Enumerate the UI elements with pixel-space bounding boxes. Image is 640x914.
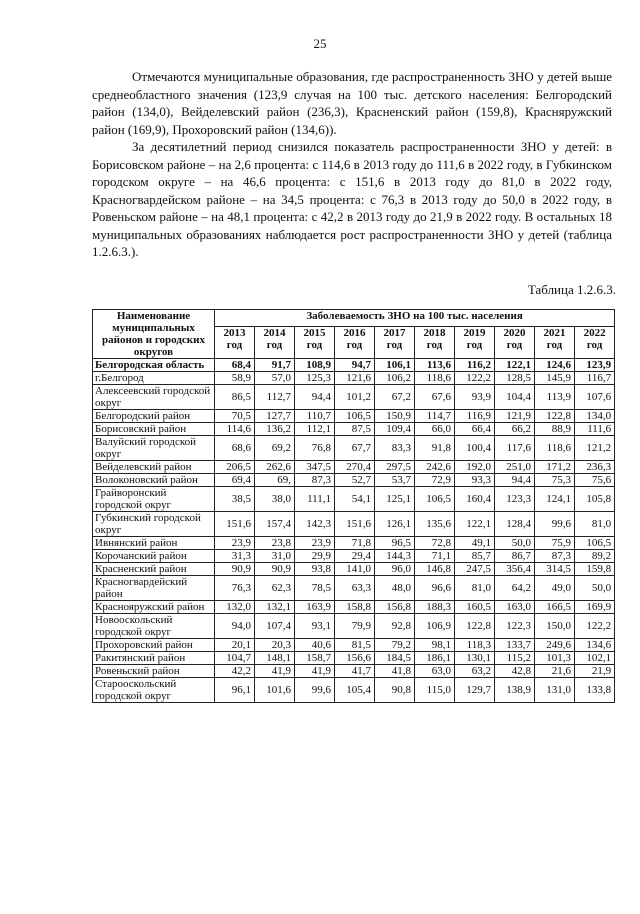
year-label: 2016 xyxy=(343,326,366,339)
value-cell-2017: 48,0 xyxy=(375,576,415,601)
table-row xyxy=(93,678,615,703)
value-cell-2015: 41,9 xyxy=(295,665,335,678)
value-cell-2014: 101,6 xyxy=(255,678,295,703)
value-cell-2013: 68,4 xyxy=(215,359,255,372)
value-cell-2022: 105,8 xyxy=(575,487,615,512)
table-row xyxy=(93,359,615,372)
value-cell-2015: 23,9 xyxy=(295,537,335,550)
value-cell-2018: 72,9 xyxy=(415,474,455,487)
value-cell-2016: 101,2 xyxy=(335,385,375,410)
value-cell-2022: 134,6 xyxy=(575,639,615,652)
table-row xyxy=(93,550,615,563)
value-cell-2013: 151,6 xyxy=(215,512,255,537)
value-cell-2014: 136,2 xyxy=(255,423,295,436)
value-cell-2013: 90,9 xyxy=(215,563,255,576)
value-cell-2018: 242,6 xyxy=(415,461,455,474)
value-cell-2018: 67,6 xyxy=(415,385,455,410)
value-cell-2022: 111,6 xyxy=(575,423,615,436)
value-cell-2014: 157,4 xyxy=(255,512,295,537)
row-name: Красненский район xyxy=(93,563,215,576)
value-cell-2021: 171,2 xyxy=(535,461,575,474)
value-cell-2020: 163,0 xyxy=(495,601,535,614)
value-cell-2021: 88,9 xyxy=(535,423,575,436)
row-name: Белгородская область xyxy=(93,359,215,372)
value-cell-2018: 63,0 xyxy=(415,665,455,678)
table-row xyxy=(93,563,615,576)
value-cell-2021: 124,6 xyxy=(535,359,575,372)
value-cell-2016: 141,0 xyxy=(335,563,375,576)
value-cell-2013: 76,3 xyxy=(215,576,255,601)
value-cell-2013: 38,5 xyxy=(215,487,255,512)
year-suffix: год xyxy=(586,338,603,351)
year-label: 2018 xyxy=(423,326,446,339)
value-cell-2017: 41,8 xyxy=(375,665,415,678)
value-cell-2014: 262,6 xyxy=(255,461,295,474)
value-cell-2013: 68,6 xyxy=(215,436,255,461)
table-row xyxy=(93,652,615,665)
value-cell-2013: 94,0 xyxy=(215,614,255,639)
value-cell-2014: 148,1 xyxy=(255,652,295,665)
year-label: 2022 xyxy=(583,326,606,339)
value-cell-2018: 186,1 xyxy=(415,652,455,665)
value-cell-2013: 206,5 xyxy=(215,461,255,474)
value-cell-2022: 75,6 xyxy=(575,474,615,487)
value-cell-2022: 102,1 xyxy=(575,652,615,665)
value-cell-2015: 29,9 xyxy=(295,550,335,563)
table-row xyxy=(93,410,615,423)
group-header: Заболеваемость ЗНО на 100 тыс. населения xyxy=(215,310,615,327)
table-row xyxy=(93,512,615,537)
year-header-2015 xyxy=(295,326,335,358)
value-cell-2015: 110,7 xyxy=(295,410,335,423)
year-suffix: год xyxy=(306,338,323,351)
value-cell-2013: 23,9 xyxy=(215,537,255,550)
table-header-row xyxy=(93,310,615,327)
table-row xyxy=(93,665,615,678)
value-cell-2017: 106,2 xyxy=(375,372,415,385)
value-cell-2019: 160,5 xyxy=(455,601,495,614)
value-cell-2021: 75,3 xyxy=(535,474,575,487)
table-row xyxy=(93,474,615,487)
value-cell-2020: 115,2 xyxy=(495,652,535,665)
value-cell-2017: 184,5 xyxy=(375,652,415,665)
value-cell-2013: 132,0 xyxy=(215,601,255,614)
value-cell-2020: 356,4 xyxy=(495,563,535,576)
table-row xyxy=(93,487,615,512)
value-cell-2021: 21,6 xyxy=(535,665,575,678)
value-cell-2021: 118,6 xyxy=(535,436,575,461)
value-cell-2019: 130,1 xyxy=(455,652,495,665)
value-cell-2016: 81,5 xyxy=(335,639,375,652)
value-cell-2016: 71,8 xyxy=(335,537,375,550)
value-cell-2020: 138,9 xyxy=(495,678,535,703)
body-text xyxy=(92,68,612,261)
year-header-2016 xyxy=(335,326,375,358)
table-row xyxy=(93,639,615,652)
value-cell-2022: 81,0 xyxy=(575,512,615,537)
value-cell-2017: 150,9 xyxy=(375,410,415,423)
value-cell-2013: 31,3 xyxy=(215,550,255,563)
value-cell-2019: 192,0 xyxy=(455,461,495,474)
value-cell-2013: 96,1 xyxy=(215,678,255,703)
value-cell-2015: 99,6 xyxy=(295,678,335,703)
year-suffix: год xyxy=(506,338,523,351)
value-cell-2017: 125,1 xyxy=(375,487,415,512)
value-cell-2017: 90,8 xyxy=(375,678,415,703)
value-cell-2018: 98,1 xyxy=(415,639,455,652)
value-cell-2017: 92,8 xyxy=(375,614,415,639)
value-cell-2015: 125,3 xyxy=(295,372,335,385)
value-cell-2016: 94,7 xyxy=(335,359,375,372)
value-cell-2019: 118,3 xyxy=(455,639,495,652)
value-cell-2020: 50,0 xyxy=(495,537,535,550)
value-cell-2020: 117,6 xyxy=(495,436,535,461)
value-cell-2015: 78,5 xyxy=(295,576,335,601)
value-cell-2021: 131,0 xyxy=(535,678,575,703)
year-label: 2014 xyxy=(263,326,286,339)
value-cell-2020: 251,0 xyxy=(495,461,535,474)
value-cell-2019: 81,0 xyxy=(455,576,495,601)
value-cell-2020: 64,2 xyxy=(495,576,535,601)
value-cell-2014: 41,9 xyxy=(255,665,295,678)
value-cell-2017: 297,5 xyxy=(375,461,415,474)
value-cell-2016: 156,6 xyxy=(335,652,375,665)
value-cell-2022: 123,9 xyxy=(575,359,615,372)
incidence-table xyxy=(92,309,615,703)
value-cell-2013: 69,4 xyxy=(215,474,255,487)
value-cell-2014: 57,0 xyxy=(255,372,295,385)
row-name: г.Белгород xyxy=(93,372,215,385)
value-cell-2017: 96,0 xyxy=(375,563,415,576)
value-cell-2021: 99,6 xyxy=(535,512,575,537)
row-name: Прохоровский район xyxy=(93,639,215,652)
table-row xyxy=(93,436,615,461)
value-cell-2020: 104,4 xyxy=(495,385,535,410)
value-cell-2017: 126,1 xyxy=(375,512,415,537)
year-label: 2021 xyxy=(543,326,566,339)
value-cell-2013: 86,5 xyxy=(215,385,255,410)
value-cell-2019: 116,2 xyxy=(455,359,495,372)
year-label: 2019 xyxy=(463,326,486,339)
value-cell-2016: 52,7 xyxy=(335,474,375,487)
value-cell-2020: 94,4 xyxy=(495,474,535,487)
value-cell-2018: 71,1 xyxy=(415,550,455,563)
value-cell-2022: 21,9 xyxy=(575,665,615,678)
value-cell-2021: 249,6 xyxy=(535,639,575,652)
value-cell-2019: 122,1 xyxy=(455,512,495,537)
value-cell-2019: 247,5 xyxy=(455,563,495,576)
value-cell-2017: 106,1 xyxy=(375,359,415,372)
value-cell-2015: 108,9 xyxy=(295,359,335,372)
year-label: 2013 xyxy=(223,326,246,339)
value-cell-2016: 106,5 xyxy=(335,410,375,423)
value-cell-2013: 58,9 xyxy=(215,372,255,385)
value-cell-2022: 169,9 xyxy=(575,601,615,614)
value-cell-2014: 90,9 xyxy=(255,563,295,576)
row-name: Новооскольский городской округ xyxy=(93,614,215,639)
value-cell-2022: 122,2 xyxy=(575,614,615,639)
year-suffix: год xyxy=(346,338,363,351)
table-row xyxy=(93,601,615,614)
value-cell-2014: 38,0 xyxy=(255,487,295,512)
value-cell-2014: 20,3 xyxy=(255,639,295,652)
value-cell-2020: 122,1 xyxy=(495,359,535,372)
value-cell-2018: 72,8 xyxy=(415,537,455,550)
value-cell-2021: 101,3 xyxy=(535,652,575,665)
value-cell-2020: 66,2 xyxy=(495,423,535,436)
value-cell-2016: 54,1 xyxy=(335,487,375,512)
value-cell-2022: 121,2 xyxy=(575,436,615,461)
row-name: Грайворонский городской округ xyxy=(93,487,215,512)
value-cell-2017: 109,4 xyxy=(375,423,415,436)
value-cell-2017: 156,8 xyxy=(375,601,415,614)
value-cell-2014: 107,4 xyxy=(255,614,295,639)
table-row xyxy=(93,537,615,550)
year-label: 2017 xyxy=(383,326,406,339)
value-cell-2022: 107,6 xyxy=(575,385,615,410)
value-cell-2019: 122,8 xyxy=(455,614,495,639)
value-cell-2015: 112,1 xyxy=(295,423,335,436)
value-cell-2021: 122,8 xyxy=(535,410,575,423)
value-cell-2018: 106,5 xyxy=(415,487,455,512)
year-header-2019 xyxy=(455,326,495,358)
value-cell-2019: 122,2 xyxy=(455,372,495,385)
value-cell-2021: 314,5 xyxy=(535,563,575,576)
value-cell-2022: 50,0 xyxy=(575,576,615,601)
year-header-2014 xyxy=(255,326,295,358)
year-suffix: год xyxy=(226,338,243,351)
table-row xyxy=(93,576,615,601)
value-cell-2022: 89,2 xyxy=(575,550,615,563)
value-cell-2015: 94,4 xyxy=(295,385,335,410)
table-row xyxy=(93,423,615,436)
value-cell-2019: 116,9 xyxy=(455,410,495,423)
value-cell-2019: 66,4 xyxy=(455,423,495,436)
paragraph-2: За десятилетний период снизился показатель распространенности ЗНО у детей: в Борисовском районе – на 2,6 процента: с 114,6 в 2013 году до 111,6 в 2022 году, в Губкинском городском округе – на 46,6 процента: с 151,6 в 2013 году до 81,0 в 2022 году, Красногвардейском районе – на 34,5 процента: с 76,3 в 2013 году до 50,0 в 2022 году, в Ровеньском районе – на 48,1 процента: с 42,2 в 2013 году до 21,9 в 2022 году. В остальных 18 муниципальных образованиях наблюдается рост распространенности ЗНО у детей (таблица 1.2.6.3.). xyxy=(92,139,612,259)
value-cell-2022: 106,5 xyxy=(575,537,615,550)
row-name: Красногвардейский район xyxy=(93,576,215,601)
value-cell-2016: 158,8 xyxy=(335,601,375,614)
row-name: Губкинский городской округ xyxy=(93,512,215,537)
value-cell-2018: 114,7 xyxy=(415,410,455,423)
value-cell-2020: 42,8 xyxy=(495,665,535,678)
value-cell-2017: 53,7 xyxy=(375,474,415,487)
value-cell-2022: 236,3 xyxy=(575,461,615,474)
page-number: 25 xyxy=(313,36,327,51)
value-cell-2013: 42,2 xyxy=(215,665,255,678)
value-cell-2018: 146,8 xyxy=(415,563,455,576)
row-name: Старооскольский городской округ xyxy=(93,678,215,703)
value-cell-2020: 133,7 xyxy=(495,639,535,652)
year-header-2021 xyxy=(535,326,575,358)
value-cell-2017: 79,2 xyxy=(375,639,415,652)
value-cell-2017: 144,3 xyxy=(375,550,415,563)
value-cell-2022: 134,0 xyxy=(575,410,615,423)
value-cell-2016: 79,9 xyxy=(335,614,375,639)
value-cell-2018: 115,0 xyxy=(415,678,455,703)
value-cell-2022: 133,8 xyxy=(575,678,615,703)
value-cell-2021: 113,9 xyxy=(535,385,575,410)
row-name: Борисовский район xyxy=(93,423,215,436)
value-cell-2020: 128,4 xyxy=(495,512,535,537)
value-cell-2015: 158,7 xyxy=(295,652,335,665)
table-row xyxy=(93,372,615,385)
value-cell-2018: 118,6 xyxy=(415,372,455,385)
value-cell-2016: 121,6 xyxy=(335,372,375,385)
row-name: Белгородский район xyxy=(93,410,215,423)
value-cell-2019: 63,2 xyxy=(455,665,495,678)
value-cell-2022: 159,8 xyxy=(575,563,615,576)
value-cell-2015: 163,9 xyxy=(295,601,335,614)
value-cell-2022: 116,7 xyxy=(575,372,615,385)
value-cell-2018: 91,8 xyxy=(415,436,455,461)
row-name: Волоконовский район xyxy=(93,474,215,487)
year-header-2013 xyxy=(215,326,255,358)
value-cell-2018: 188,3 xyxy=(415,601,455,614)
value-cell-2016: 270,4 xyxy=(335,461,375,474)
value-cell-2018: 96,6 xyxy=(415,576,455,601)
row-name: Валуйский городской округ xyxy=(93,436,215,461)
value-cell-2013: 20,1 xyxy=(215,639,255,652)
year-suffix: год xyxy=(386,338,403,351)
value-cell-2021: 75,9 xyxy=(535,537,575,550)
row-name: Алексеевский городской округ xyxy=(93,385,215,410)
value-cell-2021: 49,0 xyxy=(535,576,575,601)
table-caption: Таблица 1.2.6.3. xyxy=(527,282,616,297)
value-cell-2016: 67,7 xyxy=(335,436,375,461)
year-label: 2015 xyxy=(303,326,326,339)
value-cell-2019: 93,3 xyxy=(455,474,495,487)
year-suffix: год xyxy=(426,338,443,351)
value-cell-2019: 49,1 xyxy=(455,537,495,550)
value-cell-2016: 105,4 xyxy=(335,678,375,703)
value-cell-2014: 132,1 xyxy=(255,601,295,614)
year-suffix: год xyxy=(266,338,283,351)
value-cell-2014: 112,7 xyxy=(255,385,295,410)
value-cell-2018: 106,9 xyxy=(415,614,455,639)
year-suffix: год xyxy=(466,338,483,351)
row-name: Корочанский район xyxy=(93,550,215,563)
value-cell-2021: 87,3 xyxy=(535,550,575,563)
value-cell-2020: 128,5 xyxy=(495,372,535,385)
year-header-2020 xyxy=(495,326,535,358)
value-cell-2014: 62,3 xyxy=(255,576,295,601)
value-cell-2015: 347,5 xyxy=(295,461,335,474)
value-cell-2017: 96,5 xyxy=(375,537,415,550)
year-label: 2020 xyxy=(503,326,526,339)
value-cell-2015: 142,3 xyxy=(295,512,335,537)
value-cell-2015: 40,6 xyxy=(295,639,335,652)
value-cell-2014: 31,0 xyxy=(255,550,295,563)
value-cell-2018: 135,6 xyxy=(415,512,455,537)
value-cell-2016: 29,4 xyxy=(335,550,375,563)
value-cell-2014: 23,8 xyxy=(255,537,295,550)
value-cell-2014: 69,2 xyxy=(255,436,295,461)
value-cell-2019: 129,7 xyxy=(455,678,495,703)
table-row xyxy=(93,385,615,410)
value-cell-2021: 145,9 xyxy=(535,372,575,385)
row-name: Вейделевский район xyxy=(93,461,215,474)
year-header-2022 xyxy=(575,326,615,358)
value-cell-2013: 104,7 xyxy=(215,652,255,665)
row-name: Ивнянский район xyxy=(93,537,215,550)
value-cell-2020: 121,9 xyxy=(495,410,535,423)
value-cell-2019: 85,7 xyxy=(455,550,495,563)
year-header-2017 xyxy=(375,326,415,358)
value-cell-2016: 63,3 xyxy=(335,576,375,601)
value-cell-2015: 93,8 xyxy=(295,563,335,576)
value-cell-2021: 150,0 xyxy=(535,614,575,639)
value-cell-2016: 41,7 xyxy=(335,665,375,678)
value-cell-2020: 86,7 xyxy=(495,550,535,563)
value-cell-2016: 151,6 xyxy=(335,512,375,537)
row-name: Ровеньский район xyxy=(93,665,215,678)
value-cell-2015: 87,3 xyxy=(295,474,335,487)
value-cell-2017: 83,3 xyxy=(375,436,415,461)
paragraph-1: Отмечаются муниципальные образования, где распространенность ЗНО у детей выше среднеобластного значения (123,9 случая на 100 тыс. детского населения: Белгородский район (134,0), Вейделевский район (236,3), Красненский район (159,8), Красняружский район (169,9), Прохоровский район (134,6)). xyxy=(92,69,612,137)
value-cell-2020: 122,3 xyxy=(495,614,535,639)
year-suffix: год xyxy=(546,338,563,351)
year-header-2018 xyxy=(415,326,455,358)
value-cell-2015: 111,1 xyxy=(295,487,335,512)
name-column-header: Наименование муниципальных районов и городских округов xyxy=(93,310,215,359)
value-cell-2013: 70,5 xyxy=(215,410,255,423)
row-name: Ракитянский район xyxy=(93,652,215,665)
value-cell-2015: 93,1 xyxy=(295,614,335,639)
value-cell-2016: 87,5 xyxy=(335,423,375,436)
value-cell-2021: 166,5 xyxy=(535,601,575,614)
value-cell-2017: 67,2 xyxy=(375,385,415,410)
value-cell-2019: 93,9 xyxy=(455,385,495,410)
value-cell-2014: 69, xyxy=(255,474,295,487)
value-cell-2021: 124,1 xyxy=(535,487,575,512)
row-name: Краснояружский район xyxy=(93,601,215,614)
value-cell-2014: 91,7 xyxy=(255,359,295,372)
value-cell-2014: 127,7 xyxy=(255,410,295,423)
value-cell-2019: 160,4 xyxy=(455,487,495,512)
value-cell-2015: 76,8 xyxy=(295,436,335,461)
value-cell-2020: 123,3 xyxy=(495,487,535,512)
table-row xyxy=(93,461,615,474)
value-cell-2018: 113,6 xyxy=(415,359,455,372)
table-row xyxy=(93,614,615,639)
value-cell-2019: 100,4 xyxy=(455,436,495,461)
value-cell-2013: 114,6 xyxy=(215,423,255,436)
value-cell-2018: 66,0 xyxy=(415,423,455,436)
